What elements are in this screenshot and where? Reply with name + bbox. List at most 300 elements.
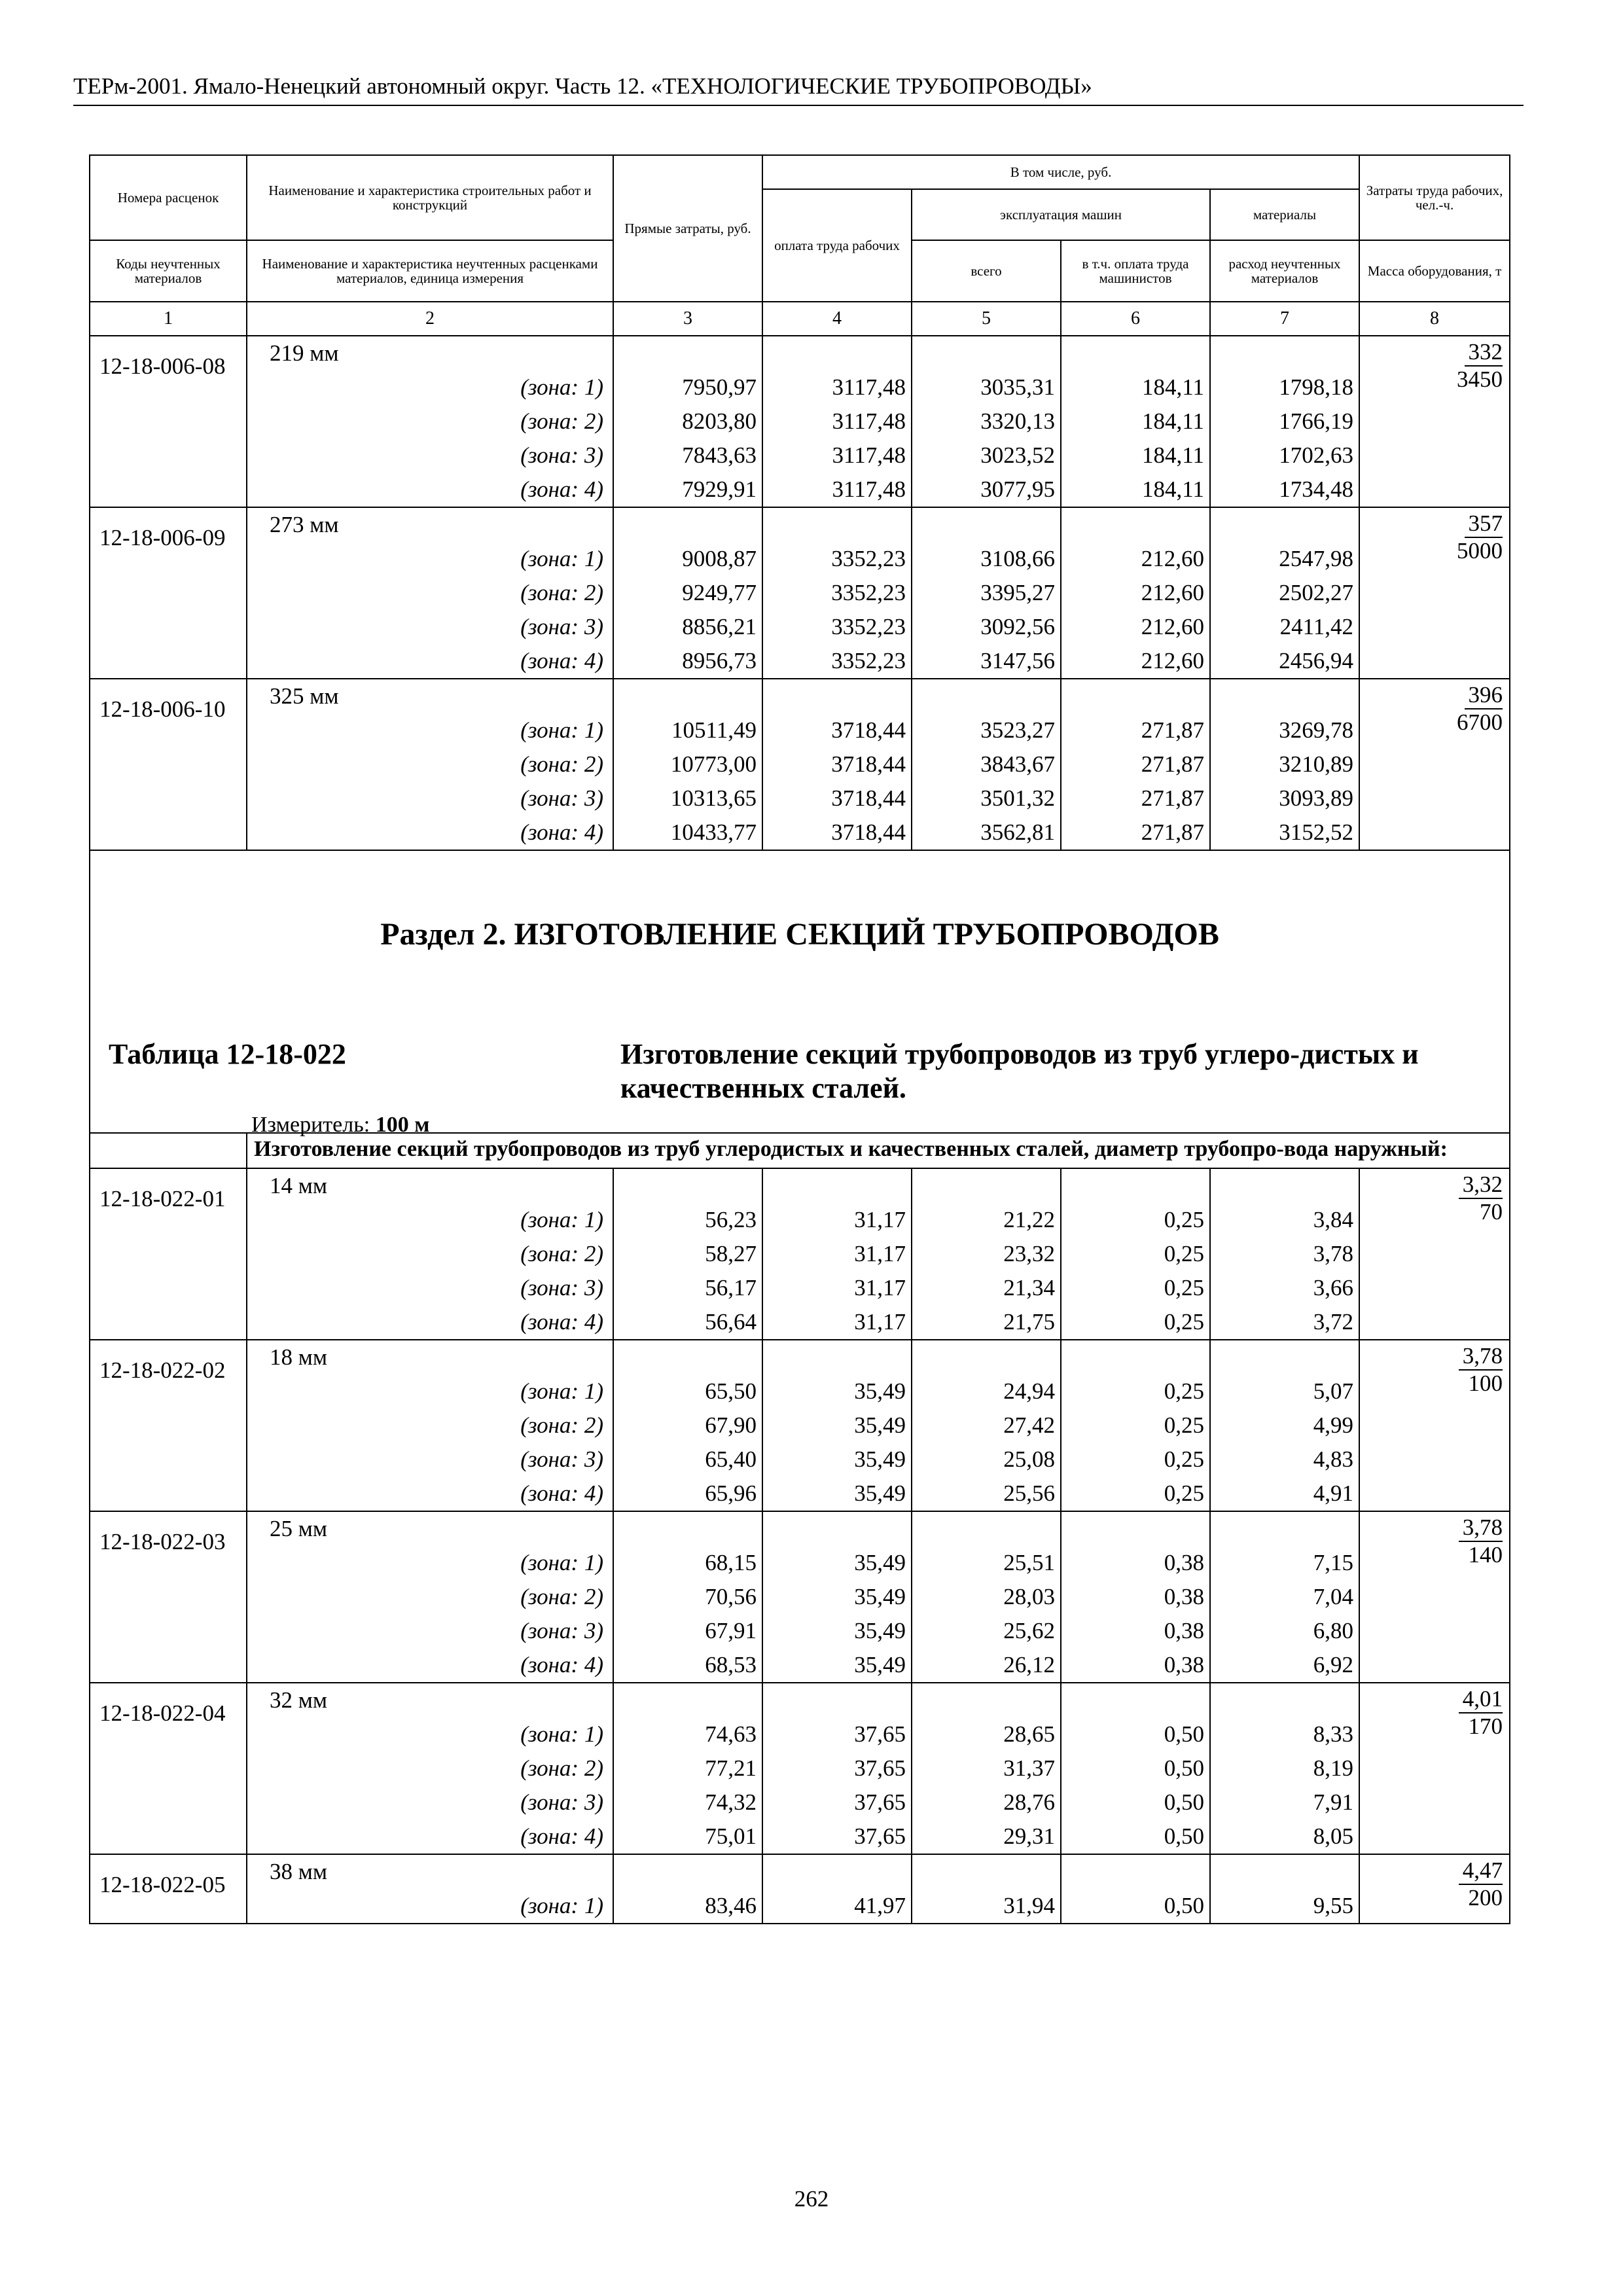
rate-name: 32 мм — [270, 1687, 328, 1713]
cost-value: 28,03 — [1003, 1584, 1055, 1609]
cost-value: 0,25 — [1164, 1275, 1204, 1300]
cost-value: 10773,00 — [670, 751, 757, 777]
labor-mass-cell — [1359, 1168, 1510, 1340]
cost-value: 7929,91 — [682, 476, 757, 502]
page-number: 262 — [794, 2186, 829, 2212]
cost-value: 23,32 — [1003, 1241, 1055, 1266]
spacer — [1061, 1855, 1209, 1889]
subheader-text: Изготовление секций трубопроводов из труб углеродистых и качественных сталей, диаметр трубопро-вода наружный: — [247, 1133, 1510, 1168]
rate-name-cell — [247, 679, 613, 850]
spacer — [1061, 1683, 1209, 1717]
rate-name-cell — [247, 1854, 613, 1924]
cost-value: 65,40 — [705, 1446, 757, 1472]
cost-value: 0,38 — [1164, 1550, 1204, 1575]
cost-value: 0,38 — [1164, 1652, 1204, 1677]
zone-label: (зона: 4) — [520, 1309, 603, 1335]
value-cell — [762, 1854, 912, 1924]
cost-value: 9249,77 — [682, 580, 757, 605]
spacer — [1061, 508, 1209, 542]
zone-label: (зона: 1) — [520, 1893, 603, 1918]
cost-value: 9008,87 — [682, 546, 757, 571]
spacer — [1061, 1512, 1209, 1546]
value-cell — [762, 1168, 912, 1340]
cost-value: 25,62 — [1003, 1618, 1055, 1643]
cost-value: 26,12 — [1003, 1652, 1055, 1677]
col-number: 5 — [912, 302, 1061, 336]
cost-value: 3718,44 — [831, 785, 906, 811]
col8-header-bottom: Масса оборудования, т — [1359, 240, 1510, 302]
labor-mass-cell — [1359, 336, 1510, 507]
rate-code-cell — [90, 1340, 247, 1511]
cost-value: 3108,66 — [980, 546, 1055, 571]
value-cell — [613, 1854, 762, 1924]
rate-code: 12-18-022-04 — [99, 1700, 226, 1726]
spacer — [614, 1683, 762, 1717]
cost-value: 83,46 — [705, 1893, 757, 1918]
value-cell — [1210, 1340, 1359, 1511]
cost-value: 6,80 — [1313, 1618, 1354, 1643]
spacer — [763, 1340, 911, 1374]
value-cell — [1061, 507, 1210, 679]
table-description: Изготовление секций трубопроводов из труб углеро-дистых и качественных сталей. — [620, 1038, 1419, 1104]
spacer — [763, 1512, 911, 1546]
value-cell — [762, 1340, 912, 1511]
cost-value: 25,51 — [1003, 1550, 1055, 1575]
section-block — [90, 851, 1509, 1137]
spacer — [763, 336, 911, 370]
cost-value: 24,94 — [1003, 1378, 1055, 1404]
cost-value: 35,49 — [854, 1618, 906, 1643]
mass-value: 140 — [1468, 1542, 1503, 1568]
rate-row — [90, 1511, 1510, 1683]
value-cell — [912, 1168, 1061, 1340]
section-cell — [90, 850, 1510, 1137]
cost-value: 8,19 — [1313, 1755, 1354, 1781]
rate-code: 12-18-006-08 — [99, 353, 226, 379]
spacer — [912, 1683, 1060, 1717]
spacer — [912, 1512, 1060, 1546]
value-cell — [762, 679, 912, 850]
cost-value: 2456,94 — [1279, 648, 1354, 673]
rate-name: 25 мм — [270, 1516, 328, 1541]
zone-label: (зона: 3) — [520, 442, 603, 468]
cost-value: 7843,63 — [682, 442, 757, 468]
rate-name-cell — [247, 1683, 613, 1854]
col4-header: оплата труда рабочих — [762, 189, 912, 302]
col2-header-bottom: Наименование и характеристика неучтенных расценками материалов, единица измерения — [247, 240, 613, 302]
col1-header-bottom: Коды неучтенных материалов — [90, 240, 247, 302]
cost-value: 3718,44 — [831, 819, 906, 845]
cost-value: 37,65 — [854, 1823, 906, 1849]
value-cell — [762, 507, 912, 679]
zone-label: (зона: 4) — [520, 476, 603, 502]
col-number: 2 — [247, 302, 613, 336]
value-cell — [613, 336, 762, 507]
rate-code-cell — [90, 336, 247, 507]
spacer — [614, 1855, 762, 1889]
cost-value: 21,75 — [1003, 1309, 1055, 1335]
cost-value: 3523,27 — [980, 717, 1055, 743]
cost-value: 0,25 — [1164, 1446, 1204, 1472]
zone-label: (зона: 2) — [520, 1755, 603, 1781]
cost-value: 3152,52 — [1279, 819, 1354, 845]
spacer — [912, 1340, 1060, 1374]
zone-label: (зона: 1) — [520, 546, 603, 571]
zone-label: (зона: 2) — [520, 1584, 603, 1609]
cost-value: 28,65 — [1003, 1721, 1055, 1747]
spacer — [1061, 1169, 1209, 1203]
cost-value: 184,11 — [1142, 374, 1204, 400]
cost-value: 77,21 — [705, 1755, 757, 1781]
rate-name: 325 мм — [270, 683, 339, 709]
cost-value: 67,91 — [705, 1618, 757, 1643]
cost-value: 35,49 — [854, 1652, 906, 1677]
table-label: Таблица 12-18-022 — [109, 1038, 346, 1070]
cost-value: 31,17 — [854, 1275, 906, 1300]
cost-value: 37,65 — [854, 1789, 906, 1815]
col7-header: расход неучтенных материалов — [1210, 240, 1359, 302]
cost-value: 3395,27 — [980, 580, 1055, 605]
cost-value: 29,31 — [1003, 1823, 1055, 1849]
cost-value: 8203,80 — [682, 408, 757, 434]
measure-line — [251, 1113, 429, 1138]
measure-label: Измеритель: — [251, 1113, 370, 1137]
cost-value: 31,94 — [1003, 1893, 1055, 1918]
cost-value: 3117,48 — [832, 442, 906, 468]
mass-value: 5000 — [1457, 538, 1503, 564]
cost-value: 3117,48 — [832, 374, 906, 400]
cost-value: 3501,32 — [980, 785, 1055, 811]
zone-label: (зона: 4) — [520, 819, 603, 845]
cost-value: 271,87 — [1141, 785, 1204, 811]
zone-label: (зона: 1) — [520, 717, 603, 743]
cost-value: 0,50 — [1164, 1893, 1204, 1918]
rate-row — [90, 1854, 1510, 1924]
rate-code: 12-18-022-02 — [99, 1357, 226, 1383]
cost-value: 3352,23 — [831, 648, 906, 673]
cost-value: 0,50 — [1164, 1721, 1204, 1747]
zone-label: (зона: 2) — [520, 1412, 603, 1438]
value-cell — [912, 336, 1061, 507]
labor-value: 3,78 — [1459, 1515, 1503, 1542]
cost-value: 3210,89 — [1279, 751, 1354, 777]
rate-row — [90, 336, 1510, 507]
labor-mass-cell — [1359, 679, 1510, 850]
zone-label: (зона: 2) — [520, 1241, 603, 1266]
subheader-blank — [90, 1133, 247, 1168]
cost-value: 35,49 — [854, 1550, 906, 1575]
cost-value: 0,25 — [1164, 1309, 1204, 1335]
mass-value: 100 — [1468, 1371, 1503, 1396]
cost-value: 35,49 — [854, 1378, 906, 1404]
zone-label: (зона: 3) — [520, 1618, 603, 1643]
zone-label: (зона: 1) — [520, 1550, 603, 1575]
cost-value: 271,87 — [1141, 751, 1204, 777]
cost-value: 0,38 — [1164, 1618, 1204, 1643]
labor-value: 396 — [1465, 682, 1503, 709]
cost-value: 2547,98 — [1279, 546, 1354, 571]
cost-value: 0,25 — [1164, 1241, 1204, 1266]
value-cell — [912, 679, 1061, 850]
labor-value: 3,78 — [1459, 1343, 1503, 1371]
cost-value: 56,64 — [705, 1309, 757, 1335]
cost-value: 3,84 — [1313, 1207, 1354, 1232]
incl-header: В том числе, руб. — [762, 155, 1359, 189]
cost-value: 68,53 — [705, 1652, 757, 1677]
measure-value: 100 м — [375, 1113, 430, 1137]
cost-value: 184,11 — [1142, 408, 1204, 434]
rate-row — [90, 1168, 1510, 1340]
cost-value: 3117,48 — [832, 408, 906, 434]
value-cell — [1210, 1168, 1359, 1340]
rate-name-cell — [247, 507, 613, 679]
value-cell — [912, 1511, 1061, 1683]
mass-value: 70 — [1480, 1199, 1503, 1225]
labor-mass-cell — [1359, 1683, 1510, 1854]
col1-header-top: Номера расценок — [90, 155, 247, 240]
spacer — [763, 1683, 911, 1717]
cost-value: 0,50 — [1164, 1755, 1204, 1781]
spacer — [912, 679, 1060, 713]
mass-value: 200 — [1468, 1885, 1503, 1910]
cost-value: 37,65 — [854, 1755, 906, 1781]
cost-value: 10433,77 — [670, 819, 757, 845]
cost-value: 67,90 — [705, 1412, 757, 1438]
cost-value: 184,11 — [1142, 476, 1204, 502]
cost-value: 58,27 — [705, 1241, 757, 1266]
col8-header-top: Затраты труда рабочих, чел.-ч. — [1359, 155, 1510, 240]
cost-value: 1798,18 — [1279, 374, 1354, 400]
rate-code: 12-18-022-01 — [99, 1186, 226, 1211]
col-number: 1 — [90, 302, 247, 336]
rate-code-cell — [90, 1854, 247, 1924]
labor-value: 3,32 — [1459, 1172, 1503, 1199]
labor-value: 4,47 — [1459, 1857, 1503, 1885]
value-cell — [1061, 1854, 1210, 1924]
value-cell — [613, 1683, 762, 1854]
cost-value: 37,65 — [854, 1721, 906, 1747]
value-cell — [613, 1168, 762, 1340]
cost-value: 9,55 — [1313, 1893, 1354, 1918]
rate-code-cell — [90, 679, 247, 850]
cost-value: 4,91 — [1313, 1480, 1354, 1506]
zone-label: (зона: 1) — [520, 374, 603, 400]
header-rule — [73, 105, 1524, 106]
rate-name: 18 мм — [270, 1344, 328, 1370]
value-cell — [613, 679, 762, 850]
col5-header: всего — [912, 240, 1061, 302]
cost-value: 7,15 — [1313, 1550, 1354, 1575]
cost-value: 3718,44 — [831, 751, 906, 777]
spacer — [614, 336, 762, 370]
cost-value: 31,17 — [854, 1207, 906, 1232]
cost-value: 35,49 — [854, 1446, 906, 1472]
cost-value: 6,92 — [1313, 1652, 1354, 1677]
spacer — [912, 1169, 1060, 1203]
cost-value: 3117,48 — [832, 476, 906, 502]
cost-value: 3035,31 — [980, 374, 1055, 400]
page-header: ТЕРм-2001. Ямало-Ненецкий автономный округ. Часть 12. «ТЕХНОЛОГИЧЕСКИЕ ТРУБОПРОВОДЫ» — [73, 73, 1092, 99]
cost-value: 3562,81 — [980, 819, 1055, 845]
cost-value: 65,50 — [705, 1378, 757, 1404]
spacer — [763, 679, 911, 713]
value-cell — [1210, 1511, 1359, 1683]
spacer — [912, 1855, 1060, 1889]
rate-name: 38 мм — [270, 1859, 328, 1884]
cost-value: 1766,19 — [1279, 408, 1354, 434]
cost-value: 74,32 — [705, 1789, 757, 1815]
spacer — [1211, 508, 1359, 542]
mass-value: 3450 — [1457, 367, 1503, 392]
zone-label: (зона: 1) — [520, 1378, 603, 1404]
cost-value: 8956,73 — [682, 648, 757, 673]
zone-label: (зона: 3) — [520, 1275, 603, 1300]
cost-value: 56,17 — [705, 1275, 757, 1300]
cost-value: 35,49 — [854, 1584, 906, 1609]
value-cell — [762, 1511, 912, 1683]
cost-value: 3352,23 — [831, 614, 906, 639]
cost-value: 8,33 — [1313, 1721, 1354, 1747]
spacer — [614, 1340, 762, 1374]
zone-label: (зона: 4) — [520, 1480, 603, 1506]
cost-value: 3269,78 — [1279, 717, 1354, 743]
cost-value: 3092,56 — [980, 614, 1055, 639]
cost-value: 21,34 — [1003, 1275, 1055, 1300]
value-cell — [613, 1340, 762, 1511]
cost-value: 70,56 — [705, 1584, 757, 1609]
spacer — [614, 1169, 762, 1203]
zone-label: (зона: 2) — [520, 580, 603, 605]
value-cell — [912, 1854, 1061, 1924]
spacer — [763, 1169, 911, 1203]
spacer — [1061, 1340, 1209, 1374]
cost-value: 74,63 — [705, 1721, 757, 1747]
rate-name-cell — [247, 1511, 613, 1683]
cost-value: 271,87 — [1141, 717, 1204, 743]
value-cell — [613, 1511, 762, 1683]
labor-mass-cell — [1359, 1511, 1510, 1683]
col-number: 7 — [1210, 302, 1359, 336]
cost-value: 8856,21 — [682, 614, 757, 639]
value-cell — [613, 507, 762, 679]
rate-name: 219 мм — [270, 340, 339, 366]
zone-label: (зона: 1) — [520, 1721, 603, 1747]
section-title: Раздел 2. ИЗГОТОВЛЕНИЕ СЕКЦИЙ ТРУБОПРОВОДОВ — [380, 917, 1219, 952]
spacer — [763, 1855, 911, 1889]
cost-value: 35,49 — [854, 1480, 906, 1506]
cost-value: 3147,56 — [980, 648, 1055, 673]
spacer — [614, 679, 762, 713]
value-cell — [1061, 1168, 1210, 1340]
spacer — [1211, 1683, 1359, 1717]
spacer — [614, 1512, 762, 1546]
rate-name: 273 мм — [270, 512, 339, 537]
cost-value: 10313,65 — [670, 785, 757, 811]
rate-code: 12-18-006-09 — [99, 525, 226, 550]
cost-value: 4,99 — [1313, 1412, 1354, 1438]
rate-name: 14 мм — [270, 1173, 328, 1198]
rate-name-cell — [247, 1168, 613, 1340]
rate-row — [90, 1340, 1510, 1511]
cost-value: 41,97 — [854, 1893, 906, 1918]
subheader-row — [90, 1133, 1510, 1168]
machines-header: эксплуатация машин — [912, 189, 1210, 240]
cost-value: 184,11 — [1142, 442, 1204, 468]
spacer — [614, 508, 762, 542]
section-row — [90, 850, 1510, 1133]
col-number: 3 — [613, 302, 762, 336]
cost-value: 0,25 — [1164, 1207, 1204, 1232]
col-number: 4 — [762, 302, 912, 336]
zone-label: (зона: 2) — [520, 751, 603, 777]
cost-value: 2411,42 — [1279, 614, 1354, 639]
labor-mass-cell — [1359, 1340, 1510, 1511]
cost-value: 5,07 — [1313, 1378, 1354, 1404]
rates-table — [89, 154, 1510, 1924]
cost-value: 3,78 — [1313, 1241, 1354, 1266]
col3-header: Прямые затраты, руб. — [613, 155, 762, 302]
spacer — [1211, 679, 1359, 713]
spacer — [1211, 336, 1359, 370]
cost-value: 0,50 — [1164, 1823, 1204, 1849]
cost-value: 0,25 — [1164, 1412, 1204, 1438]
spacer — [1211, 1855, 1359, 1889]
cost-value: 31,37 — [1003, 1755, 1055, 1781]
cost-value: 65,96 — [705, 1480, 757, 1506]
value-cell — [1061, 679, 1210, 850]
cost-value: 21,22 — [1003, 1207, 1055, 1232]
cost-value: 3320,13 — [980, 408, 1055, 434]
value-cell — [762, 1683, 912, 1854]
cost-value: 27,42 — [1003, 1412, 1055, 1438]
col2-header-top: Наименование и характеристика строительных работ и конструкций — [247, 155, 613, 240]
labor-mass-cell — [1359, 1854, 1510, 1924]
value-cell — [1210, 679, 1359, 850]
cost-value: 31,17 — [854, 1309, 906, 1335]
labor-value: 4,01 — [1459, 1686, 1503, 1713]
rate-code: 12-18-022-05 — [99, 1872, 226, 1897]
rate-code-cell — [90, 1168, 247, 1340]
value-cell — [1061, 1683, 1210, 1854]
cost-value: 3352,23 — [831, 580, 906, 605]
cost-value: 25,56 — [1003, 1480, 1055, 1506]
cost-value: 271,87 — [1141, 819, 1204, 845]
cost-value: 7950,97 — [682, 374, 757, 400]
cost-value: 7,91 — [1313, 1789, 1354, 1815]
cost-value: 3,66 — [1313, 1275, 1354, 1300]
cost-value: 10511,49 — [671, 717, 757, 743]
cost-value: 3352,23 — [831, 546, 906, 571]
mass-value: 170 — [1468, 1713, 1503, 1739]
value-cell — [1061, 336, 1210, 507]
cost-value: 35,49 — [854, 1412, 906, 1438]
cost-value: 68,15 — [705, 1550, 757, 1575]
value-cell — [1210, 1683, 1359, 1854]
cost-value: 2502,27 — [1279, 580, 1354, 605]
spacer — [1211, 1169, 1359, 1203]
spacer — [912, 508, 1060, 542]
cost-value: 0,25 — [1164, 1378, 1204, 1404]
value-cell — [1210, 336, 1359, 507]
mass-value: 6700 — [1457, 709, 1503, 735]
col-number: 6 — [1061, 302, 1210, 336]
rate-code: 12-18-006-10 — [99, 696, 226, 722]
value-cell — [1061, 1511, 1210, 1683]
cost-value: 75,01 — [705, 1823, 757, 1849]
zone-label: (зона: 3) — [520, 614, 603, 639]
spacer — [763, 508, 911, 542]
rate-name-cell — [247, 336, 613, 507]
